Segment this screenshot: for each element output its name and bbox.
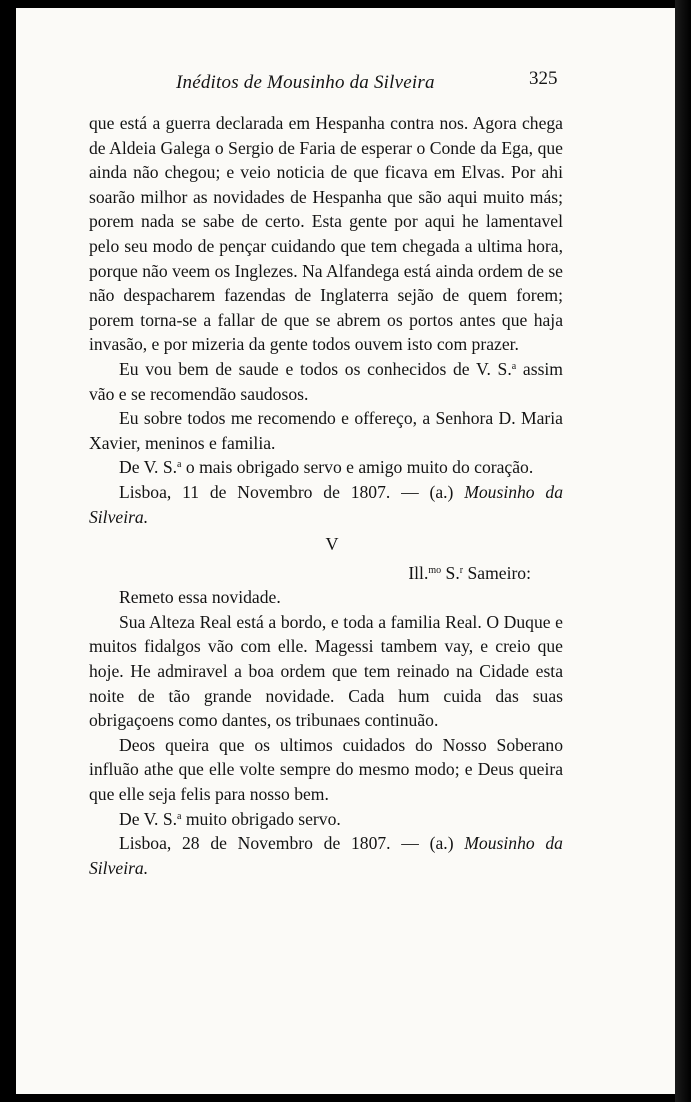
text-run: Eu vou bem de saude e todos os conhecidos de V. S. [119,358,512,379]
scan-border [675,0,691,1102]
letter-1-paragraph-1: que está a guerra declarada em Hespanha contra nos. Agora chega de Aldeia Galega o Sergio de Faria de esperar o Conde da Ega, que ainda não chegou; e veio noticia de que ficava em Elvas. Por ahi soarão milhor as novidades de Hespanha que são aqui muito más; porem nada se sabe de certo. Esta gente por aqui he lamentavel pelo seu modo de pençar cuidando que tem chegada a ultima hora, porque não veem os Inglezes. Na Alfandega está ainda ordem de se não despacharem fazendas de Inglaterra sejão de quem forem; porem torna-se a fallar de que se abrem os portos antes que haja invasão, e por mizeria da gente todos ouvem isto com prazer. [89,113,563,355]
text-run: Ill. [408,562,429,583]
letter-2-paragraph-4 [89,807,563,832]
letter-2-paragraph-1: Remeto essa novidade. [119,587,281,608]
superscript: mo [428,564,442,576]
text-run: assim vão e se recomendão saudosos. [89,358,563,404]
page-number: 325 [529,68,558,89]
page-header [16,68,678,98]
signature: Mousinho da Silveira. [89,833,563,878]
superscript: a [511,360,517,372]
letter-2-paragraph-3: Deos queira que os ultimos cuidados do Nosso Soberano influão athe que elle volte sempre do mesmo modo; e Deus queira que elle seja felis para nosso bem. [89,734,563,805]
section-numeral: V [325,534,339,555]
letter-2-closing [89,831,563,880]
superscript: a [177,810,182,822]
salutation [89,561,563,586]
body-text [89,111,563,880]
letter-1-paragraph-2 [89,357,563,406]
closing-date: Lisboa, 11 de Novembro de 1807. — (a.) [119,481,465,502]
letter-2-paragraph-2: Sua Alteza Real está a bordo, e toda a familia Real. O Duque e muitos fidalgos vão com elle. Magessi tambem vay, e creio que hoje. He admiravel a boa ordem que tem reinado na Cidade esta noite de tão grande novidade. Cada hum cuida das suas obrigaçoens como dantes, os tribunaes continuão. [89,611,563,731]
text-run: De V. S. [119,457,178,478]
letter-1-closing [89,480,563,529]
text-run: Sameiro: [463,562,531,583]
text-run: De V. S. [119,808,178,829]
letter-1-paragraph-4 [89,455,563,480]
text-run: muito obrigado servo. [181,808,341,829]
closing-date: Lisboa, 28 de Novembro de 1807. — (a.) [119,833,465,854]
letter-1-paragraph-3: Eu sobre todos me recomendo e offereço, a Senhora D. Maria Xavier, meninos e familia. [89,408,563,453]
signature: Mousinho da Silveira. [89,481,563,527]
superscript: r [459,564,464,576]
text-run: S. [441,562,460,583]
running-title: Inéditos de Mousinho da Silveira [176,72,435,93]
superscript: a [177,459,182,471]
text-run: o mais obrigado servo e amigo muito do coração. [181,457,534,478]
book-page [16,8,678,1094]
